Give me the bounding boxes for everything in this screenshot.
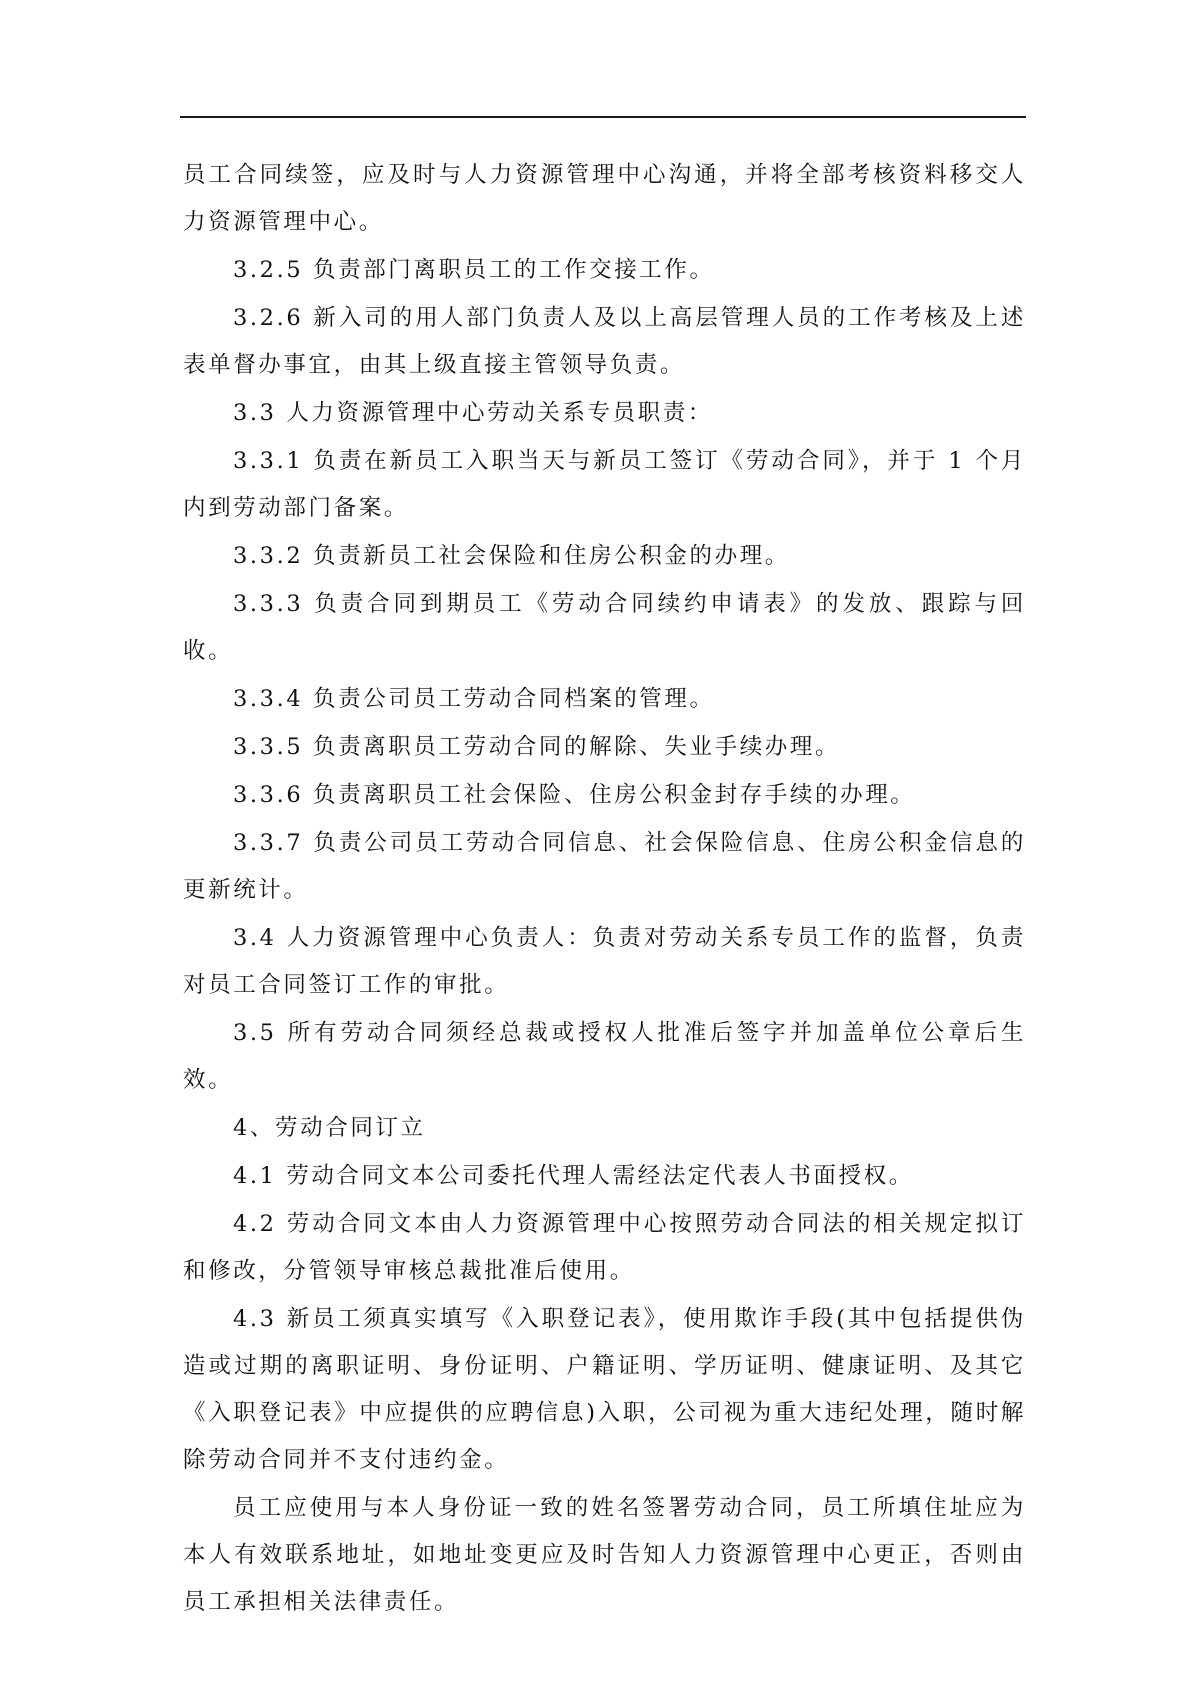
header-rule bbox=[180, 116, 1026, 118]
paragraph-employee-name: 员工应使用与本人身份证一致的姓名签署劳动合同，员工所填住址应为本人有效联系地址，如地址变更应及时告知人力资源管理中心更正，否则由员工承担相关法律责任。 bbox=[183, 1495, 1026, 1615]
paragraph-4-3: 4.3 新员工须真实填写《入职登记表》，使用欺诈手段(其中包括提供伪造或过期的离职证明、身份证明、户籍证明、学历证明、健康证明、及其它《入职登记表》中应提供的应聘信息)入职，公司视为重大违纪处理，随时解除劳动合同并不支付违约金。 bbox=[183, 1306, 1026, 1473]
paragraph-3-2-5: 3.2.5 负责部门离职员工的工作交接工作。 bbox=[233, 257, 715, 283]
paragraph-3-5: 3.5 所有劳动合同须经总裁或授权人批准后签字并加盖单位公章后生效。 bbox=[183, 1020, 1026, 1093]
section-heading-4: 4、劳动合同订立 bbox=[233, 1115, 426, 1141]
document-body bbox=[183, 152, 1026, 1627]
paragraph-4-1: 4.1 劳动合同文本公司委托代理人需经法定代表人书面授权。 bbox=[233, 1163, 914, 1189]
paragraph-3-3-1: 3.3.1 负责在新员工入职当天与新员工签订《劳动合同》，并于 1 个月内到劳动部门备案。 bbox=[183, 448, 1026, 521]
paragraph-continuation: 员工合同续签，应及时与人力资源管理中心沟通，并将全部考核资料移交人力资源管理中心。 bbox=[183, 162, 1026, 235]
paragraph-3-3-heading: 3.3 人力资源管理中心劳动关系专员职责： bbox=[233, 400, 714, 426]
paragraph-3-3-5: 3.3.5 负责离职员工劳动合同的解除、失业手续办理。 bbox=[233, 734, 841, 760]
paragraph-3-4: 3.4 人力资源管理中心负责人：负责对劳动关系专员工作的监督，负责对员工合同签订工作的审批。 bbox=[183, 925, 1026, 998]
paragraph-3-2-6: 3.2.6 新入司的用人部门负责人及以上高层管理人员的工作考核及上述表单督办事宜，由其上级直接主管领导负责。 bbox=[183, 305, 1026, 378]
paragraph-3-3-7: 3.3.7 负责公司员工劳动合同信息、社会保险信息、住房公积金信息的更新统计。 bbox=[183, 830, 1026, 903]
paragraph-3-3-3: 3.3.3 负责合同到期员工《劳动合同续约申请表》的发放、跟踪与回收。 bbox=[183, 591, 1026, 664]
paragraph-3-3-4: 3.3.4 负责公司员工劳动合同档案的管理。 bbox=[233, 686, 715, 712]
paragraph-3-3-6: 3.3.6 负责离职员工社会保险、住房公积金封存手续的办理。 bbox=[233, 782, 916, 808]
paragraph-3-3-2: 3.3.2 负责新员工社会保险和住房公积金的办理。 bbox=[233, 543, 790, 569]
paragraph-4-2: 4.2 劳动合同文本由人力资源管理中心按照劳动合同法的相关规定拟订和修改，分管领导审核总裁批准后使用。 bbox=[183, 1211, 1026, 1284]
